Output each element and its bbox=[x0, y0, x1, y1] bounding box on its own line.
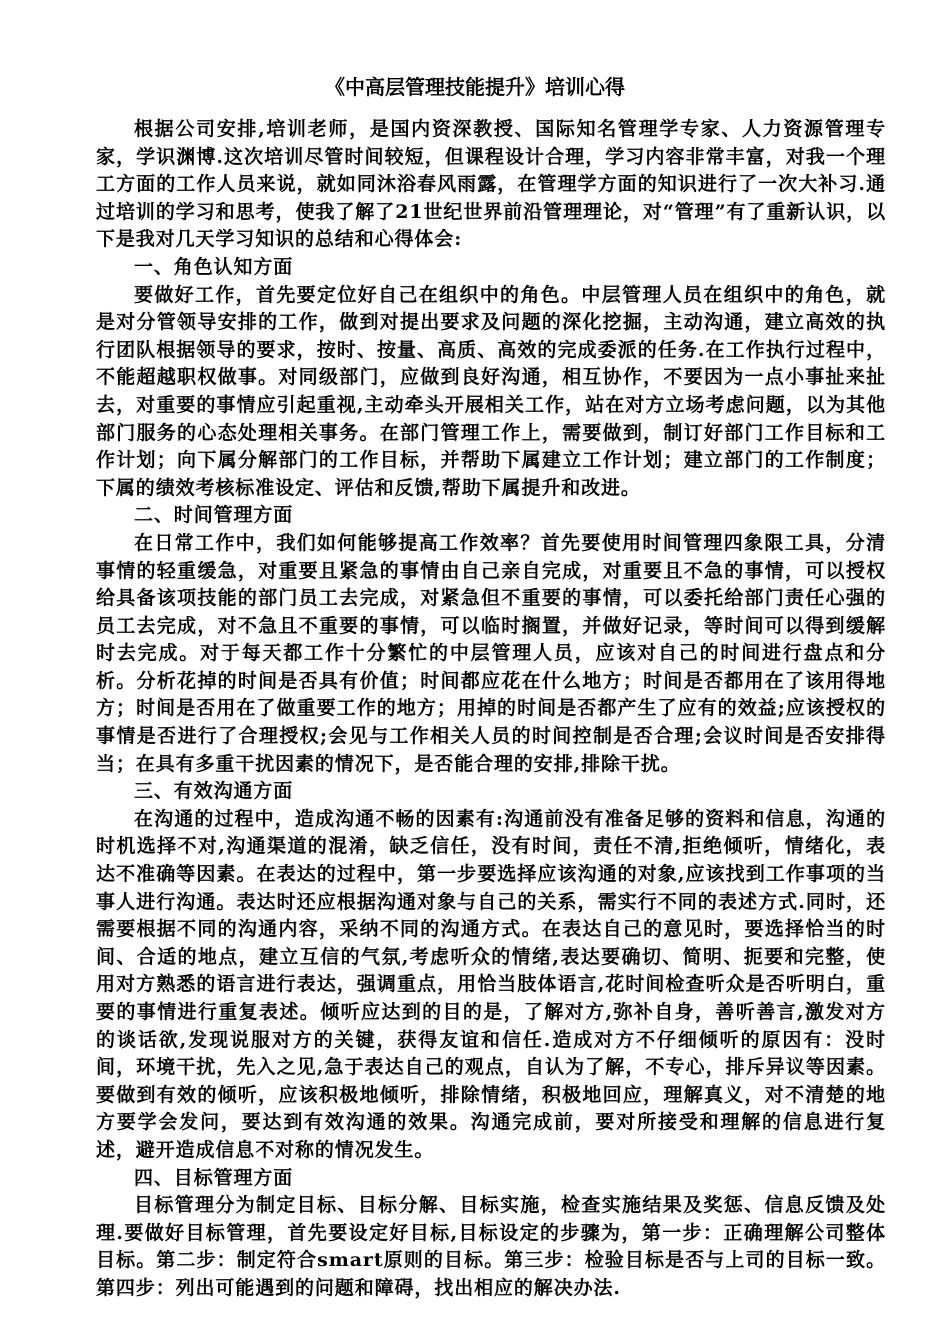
section-heading-goals: 四、目标管理方面 bbox=[134, 1166, 294, 1189]
section-paragraph-role: 要做好工作，首先要定位好自己在组织中的角色。中层管理人员在组织中的角色，就是对分管领导安排的工作，做到对提出要求及问题的深化挖掘，主动沟通，建立高效的执行团队根据领导的要求，按时、按量、高质、高效的完成委派的任务.在工作执行过程中，不能超越职权做事。对同级部门，应做到良好沟通，相互协作，不要因为一点小事扯来扯去，对重要的事情应引起重视,主动牵头开展相关工作，站在对方立场考虑问题，以为其他部门服务的心态处理相关事务。在部门管理工作上，需要做到，制订好部门工作目标和工作计划；向下属分解部门的工作目标，并帮助下属建立工作计划；建立部门的工作制度；下属的绩效考核标准设定、评估和反馈,帮助下属提升和改进。 bbox=[96, 283, 886, 499]
section-heading-time: 二、时间管理方面 bbox=[134, 504, 294, 527]
section-heading-communication: 三、有效沟通方面 bbox=[134, 780, 294, 803]
document-title: 《中高层管理技能提升》培训心得 bbox=[325, 75, 625, 99]
intro-paragraph: 根据公司安排,培训老师，是国内资深教授、国际知名管理学专家、人力资源管理专家，学识渊博.这次培训尽管时间较短，但课程设计合理，学习内容非常丰富，对我一个理工方面的工作人员来说，就如同沐浴春风雨露，在管理学方面的知识进行了一次大补习.通过培训的学习和思考，使我了解了21世纪世界前沿管理理论，对“管理”有了重新认识，以下是我对几天学习知识的总结和心得体会: bbox=[96, 118, 886, 251]
section-paragraph-goals: 目标管理分为制定目标、目标分解、目标实施，检查实施结果及奖惩、信息反馈及处理.要做好目标管理，首先要设定好目标,目标设定的步骤为，第一步：正确理解公司整体目标。第二步：制定符合smart原则的目标。第三步：检验目标是否与上司的目标一致。第四步：列出可能遇到的问题和障碍，找出相应的解决办法. bbox=[96, 1194, 886, 1299]
section-paragraph-communication: 在沟通的过程中，造成沟通不畅的因素有:沟通前没有准备足够的资料和信息，沟通的时机选择不对,沟通渠道的混淆，缺乏信任，没有时间，责任不清,拒绝倾听，情绪化，表达不准确等因素。在表达的过程中，第一步要选择应该沟通的对象,应该找到工作事项的当事人进行沟通。表达时还应根据沟通对象与自己的关系，需实行不同的表述方式.同时，还需要根据不同的沟通内容，采纳不同的沟通方式。在表达自己的意见时，要选择恰当的时间、合适的地点，建立互信的气氛,考虑听众的情绪,表达要确切、简明、扼要和完整，使用对方熟悉的语言进行表达，强调重点，用恰当肢体语言,花时间检查听众是否听明白，重要的事情进行重复表述。倾听应达到的目的是，了解对方,弥补自身，善听善言,激发对方的谈话欲,发现说服对方的关键，获得友谊和信任.造成对方不仔细倾听的原因有：没时间，环境干扰，先入之见,急于表达自己的观点，自认为了解，不专心，排斥异议等因素。要做到有效的倾听，应该积极地倾听，排除情绪，积极地回应，理解真义，对不清楚的地方要学会发问，要达到有效沟通的效果。沟通完成前，要对所接受和理解的信息进行复述，避开造成信息不对称的情况发生。 bbox=[96, 807, 886, 1161]
section-heading-role: 一、角色认知方面 bbox=[134, 255, 294, 278]
document-body bbox=[96, 116, 886, 1303]
section-paragraph-time: 在日常工作中，我们如何能够提高工作效率？首先要使用时间管理四象限工具，分清事情的轻重缓急，对重要且紧急的事情由自己亲自完成，对重要且不急的事情，可以授权给具备该项技能的部门员工去完成，对紧急但不重要的事情，可以委托给部门责任心强的员工去完成，对不急且不重要的事情，可以临时搁置，并做好记录，等时间可以得到缓解时去完成。对于每天都工作十分繁忙的中层管理人员，应该对自己的时间进行盘点和分析。分析花掉的时间是否具有价值；时间都应花在什么地方；时间是否都用在了该用得地方；时间是否用在了做重要工作的地方；用掉的时间是否都产生了应有的效益;应该授权的事情是否进行了合理授权;会见与工作相关人员的时间控制是否合理;会议时间是否安排得当；在具有多重干扰因素的情况下，是否能合理的安排,排除干扰。 bbox=[96, 531, 886, 775]
